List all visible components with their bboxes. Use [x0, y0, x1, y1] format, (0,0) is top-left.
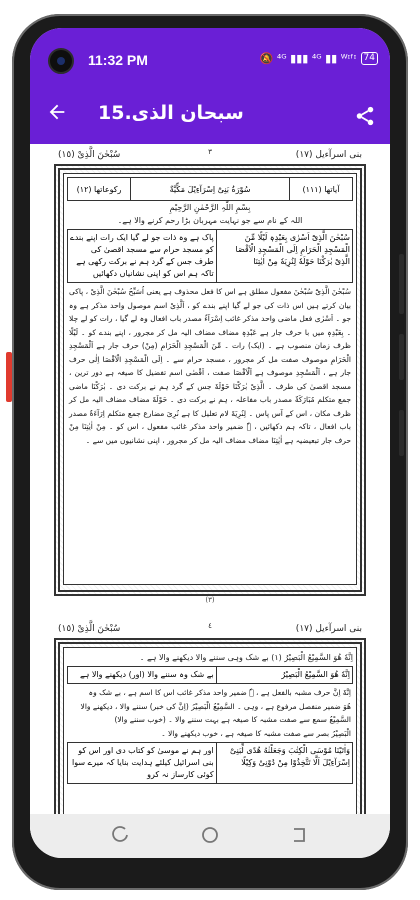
- top-line: اِنَّهٗ ھُوَ السَّمِیْعُ الْبَصِیْرُ (١) بے شک وہی سننے والا دیکھنے والا ہے ۔: [139, 653, 353, 662]
- page-footer: (٣): [205, 596, 215, 604]
- page-header: [54, 624, 366, 638]
- camera-icon: [48, 48, 74, 74]
- bismillah: بِسْمِ اللّٰہِ الرَّحْمٰنِ الرَّحِیْمِ: [169, 203, 251, 212]
- system-nav-bar: [30, 814, 390, 858]
- page-border: [54, 164, 366, 596]
- pdf-page-1: [54, 150, 366, 604]
- status-icons: [260, 52, 378, 65]
- battery-icon: 74: [361, 52, 378, 65]
- volume-button: [399, 254, 404, 314]
- urdu-translation: اور ہم نے موسیٰ کو کتاب دی اور اس کو بنی اسرائیل کیلئے ہدایت بنایا کہ میرے سوا کوئی کارساز نہ کرو: [72, 746, 214, 779]
- arabic-verse: اِنَّهٗ ھُوَ السَّمِیْعُ الْبَصِیْرُ: [216, 667, 352, 683]
- share-icon[interactable]: [354, 104, 376, 128]
- page-body: [63, 173, 357, 585]
- status-time: 11:32 PM: [88, 52, 148, 68]
- app-bar: [30, 88, 390, 144]
- home-icon[interactable]: [199, 824, 221, 846]
- title-cell: رکوعاتھا (١٢): [76, 184, 122, 194]
- power-button: [399, 334, 404, 380]
- header-page-num: ٤: [208, 622, 212, 630]
- page-header: [54, 150, 366, 164]
- header-juz: سُبْحٰنَ الَّذِیْ (١٥): [58, 624, 121, 634]
- analysis-line: السَّمِیْعُ سمع سے صفت مشبہ کا صیغہ ہے بہت سننے والا ۔ (خوب سننے والا): [114, 715, 351, 724]
- signal-icons: 🔕 ⁴ᴳ ▮▮▮ ⁴ᴳ ▮▮ ᵂᶦᶠᶦ: [259, 52, 357, 65]
- back-arrow-icon[interactable]: [46, 100, 68, 130]
- verse-box: [67, 229, 353, 283]
- verse-box: [67, 666, 353, 684]
- analysis-line: ھُوَ ضمیر منفصل مرفوع ہے ، وہی ۔ السَّمِیْعُ الْبَصِیْرُ (اِنَّ کی خبر) سننے والا ، دیکھنے والا: [80, 701, 351, 711]
- bismillah-translation: اللہ کے نام سے جو نہایت مہربان بڑا رحم کرنے والا ہے۔: [117, 216, 303, 225]
- page-body: [63, 647, 357, 837]
- surah-title-row: [67, 177, 353, 201]
- pdf-viewer[interactable]: [30, 144, 390, 844]
- status-bar: [30, 28, 390, 88]
- word-analysis: سُبْحٰنَ الَّذِیْٓ سُبْحٰنَ مفعول مطلق ہے اس کا فعل محذوف ہے یعنی اُسَبِّحُ سُبْحٰنَ الَّذِیْ ، پاکی بیان کرتے ہیں اس ذات کی جو لے گیا اپنے بندے کو ، اَلَّذِیْ اسم موصول واحد مذکر ہے وہ جو ۔ اَسْرٰی فعل ماضی واحد مذکر غائب اِسْرَآءٌ مصدر باب افعال وہ لے گیا ، رات کو لے چلا ۔ بِعَبْدِہٖ میں با حرف جار ہے عَبْدِہٖ مضاف مضاف الیہ مل کر مجرور ، اپنے بندے کو ۔ لَیْلًا ظرف زمان منصوب ہے ۔ (ایک) رات ۔ مِّنَ الْمَسْجِدِ الْحَرَامِ (مِنْ) حرف جار ہے اَلْمَسْجِدِ الْحَرَامِ موصوف صفت مل کر مجرور ، مسجد حرام سے ۔ اِلَی الْمَسْجِدِ الْاَقْصَا اِلٰی حرف جار ہے ، اَلْمَسْجِدِ موصوف ہے اَلْاَقْصَا صفت ، اَقْصٰی اسم تفضیل کا صیغہ ہے دور ترین ، مسجد اقصیٰ کی طرف ۔ الَّذِیْ بٰرَكْنَا حَوْلَهٗ جس کے گرد ہم نے برکت دی ۔ بٰرَكْنَا ماضی جمع متکلم مُبَارَكَةٌ مصدر باب مفاعلہ ، ہم نے برکت دی ۔ حَوْلَهٗ مضاف مضاف الیہ مل کر ظرف مکان ، اس کے آس پاس ۔ لِنُرِیَهٗ لام تعلیل کا ہے نُرِیَ مضارع جمع متکلم اِرَآءَةٌ مصدر باب افعال ، تاکہ ہم دکھائیں ، ہٗ ضمیر واحد مذکر غائب مفعول ، اس کو ۔ مِنْ اٰیٰتِنَا مِنْ حرف جار تبعیضیہ ہے اٰیٰتِنَا مضاف مضاف الیہ مل کر مجرور ، اپنی نشانیوں میں سے ۔: [69, 287, 351, 445]
- urdu-translation: بے شک وہ سننے والا (اور) دیکھنے والا ہے: [79, 670, 214, 679]
- page-title: 15.سبحان الذی: [98, 102, 244, 124]
- back-icon[interactable]: [288, 824, 310, 846]
- screen: [30, 28, 390, 858]
- header-surah: بنی اسرآءیل (١٧): [295, 624, 362, 634]
- title-cell: آیاتھا (١١١): [289, 178, 352, 200]
- header-juz: سُبْحٰنَ الَّذِیْ (١٥): [58, 150, 121, 160]
- header-page-num: ٣: [208, 148, 212, 156]
- header-surah: بنی اسرآءیل (١٧): [295, 150, 362, 160]
- side-button: [399, 410, 404, 456]
- arabic-verse: سُبْحٰنَ الَّذِیْٓ اَسْرٰی بِعَبْدِہٖ لَیْلًا مِّنَ الْمَسْجِدِ الْحَرَامِ اِلَی الْمَسْجِدِ الْاَقْصَا الَّذِیْ بٰرَكْنَا حَوْلَهٗ لِنُرِیَهٗ مِنْ اٰیٰتِنَا: [216, 230, 352, 282]
- recents-icon[interactable]: [110, 824, 132, 846]
- arabic-verse: وَاٰتَیْنَا مُوْسَی الْكِتٰبَ وَجَعَلْنٰهُ ھُدًی لِّبَنِیْٓ اِسْرَآءِیْلَ اَلَّا تَتَّخِذُوْا مِنْ دُوْنِیْ وَكِیْلًا: [216, 743, 352, 783]
- urdu-translation: پاک ہے وہ ذات جو لے گیا ایک رات اپنے بندے کو مسجد حرام سے مسجد اقصیٰ کی طرف جس کے گرد ہم نے برکت رکھی ہے تاکہ ہم اس کو اپنی نشانیاں دکھائیں: [70, 233, 214, 278]
- side-indicator: [6, 352, 12, 402]
- verse-box: [67, 742, 353, 784]
- title-cell: سُوْرَةُ بَنِیْٓ اِسْرَآءِیْلَ مَكِّيَّةٌ: [130, 178, 289, 200]
- analysis-line: الْبَصِیْرُ بصر سے صفت مشبہ کا صیغہ ہے ، خوب دیکھنے والا ۔: [161, 728, 351, 738]
- analysis-line: اِنَّهٗ اِنَّ حرف مشبہ بالفعل ہے ، ہٗ ضمیر واحد مذکر غائب اس کا اسم ہے ، بے شک وہ: [88, 688, 351, 697]
